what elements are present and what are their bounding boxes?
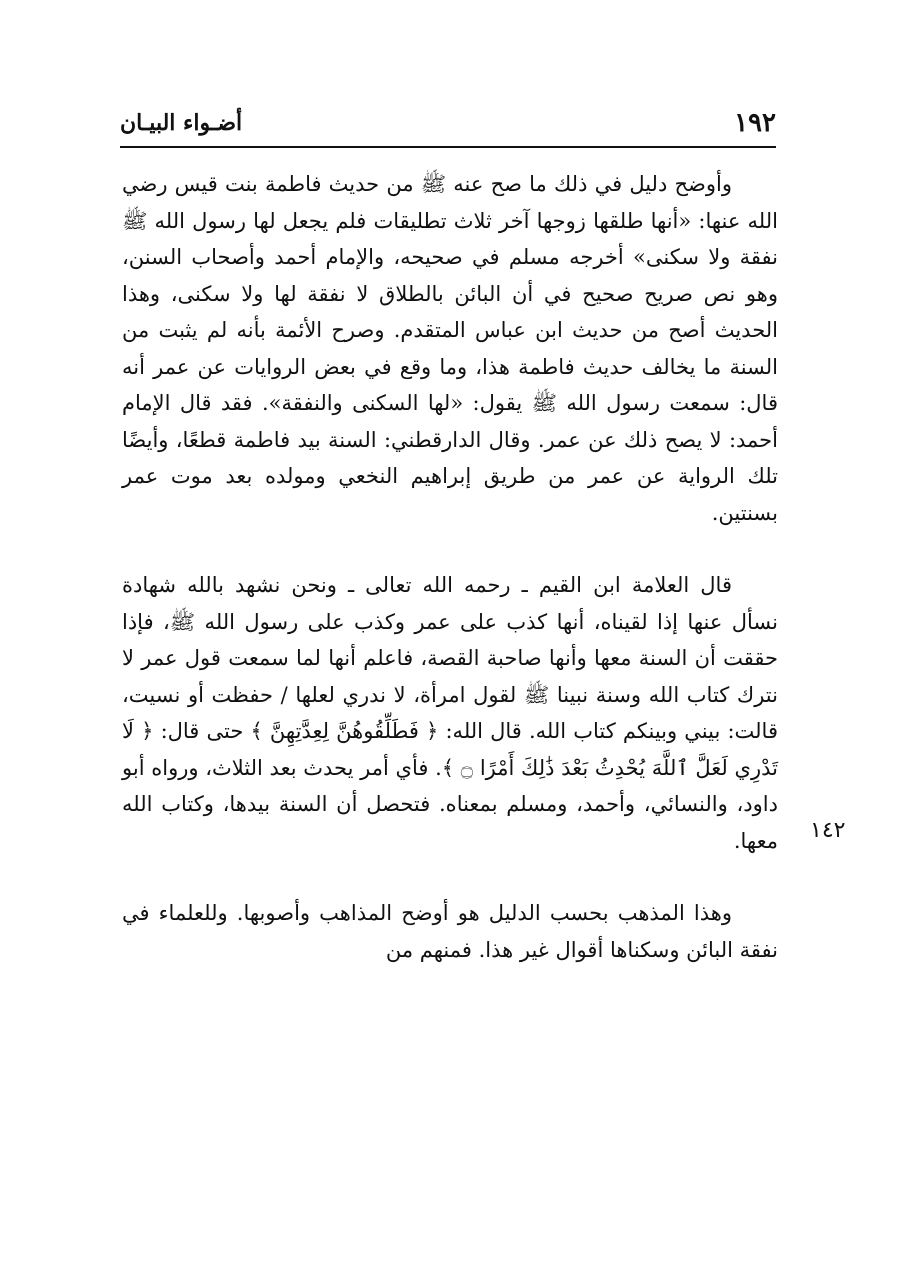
page-number: ١٩٢ — [734, 108, 776, 138]
page-header — [120, 108, 776, 144]
paragraph: وأوضح دليل في ذلك ما صح عنه ﷺ من حديث فاطمة بنت قيس رضي الله عنها: «أنها طلقها زوجها آخر ثلاث تطليقات فلم يجعل لها رسول الله ﷺ نفقة ولا سكنى» أخرجه مسلم في صحيحه، والإمام أحمد وأصحاب السنن، وهو نص صريح صحيح في أن البائن بالطلاق لا نفقة لها ولا سكنى، وهذا الحديث أصح من حديث ابن عباس المتقدم. وصرح الأئمة بأنه لم يثبت من السنة ما يخالف حديث فاطمة هذا، وما وقع في بعض الروايات عن عمر أنه قال: سمعت رسول الله ﷺ يقول: «لها السكنى والنفقة». فقد قال الإمام أحمد: لا يصح ذلك عن عمر. وقال الدارقطني: السنة بيد فاطمة قطعًا، وأيضًا تلك الرواية عن عمر من طريق إبراهيم النخعي ومولده بعد موت عمر بسنتين. — [122, 172, 778, 525]
header-rule — [120, 146, 776, 148]
paragraph: قال العلامة ابن القيم ـ رحمه الله تعالى ـ ونحن نشهد بالله شهادة نسأل عنها إذا لقيناه، أنها كذب على عمر وكذب على رسول الله ﷺ، فإذا حققت أن السنة معها وأنها صاحبة القصة، فاعلم أنها لما سمعت قول عمر لا نترك كتاب الله وسنة نبينا ﷺ لقول امرأة، لا ندري لعلها / حفظت أو نسيت، قالت: بيني وبينكم كتاب الله. قال الله: ﴿ فَطَلِّقُوهُنَّ لِعِدَّتِهِنَّ ﴾ حتى قال: ﴿ لَا تَدْرِي لَعَلَّ ٱللَّهَ يُحْدِثُ بَعْدَ ذَٰلِكَ أَمْرًا ۝ ﴾. فأي أمر يحدث بعد الثلاث، ورواه أبو داود، والنسائي، وأحمد، ومسلم بمعناه. فتحصل أن السنة بيدها، وكتاب الله معها. — [122, 573, 778, 853]
book-title: أضـواء البيـان — [120, 110, 243, 136]
paragraph: وهذا المذهب بحسب الدليل هو أوضح المذاهب وأصوبها. وللعلماء في نفقة البائن وسكناها أقوال غير هذا. فمنهم من — [122, 901, 778, 962]
body-text — [122, 166, 778, 968]
margin-page-reference: ١٤٢ — [810, 818, 846, 843]
